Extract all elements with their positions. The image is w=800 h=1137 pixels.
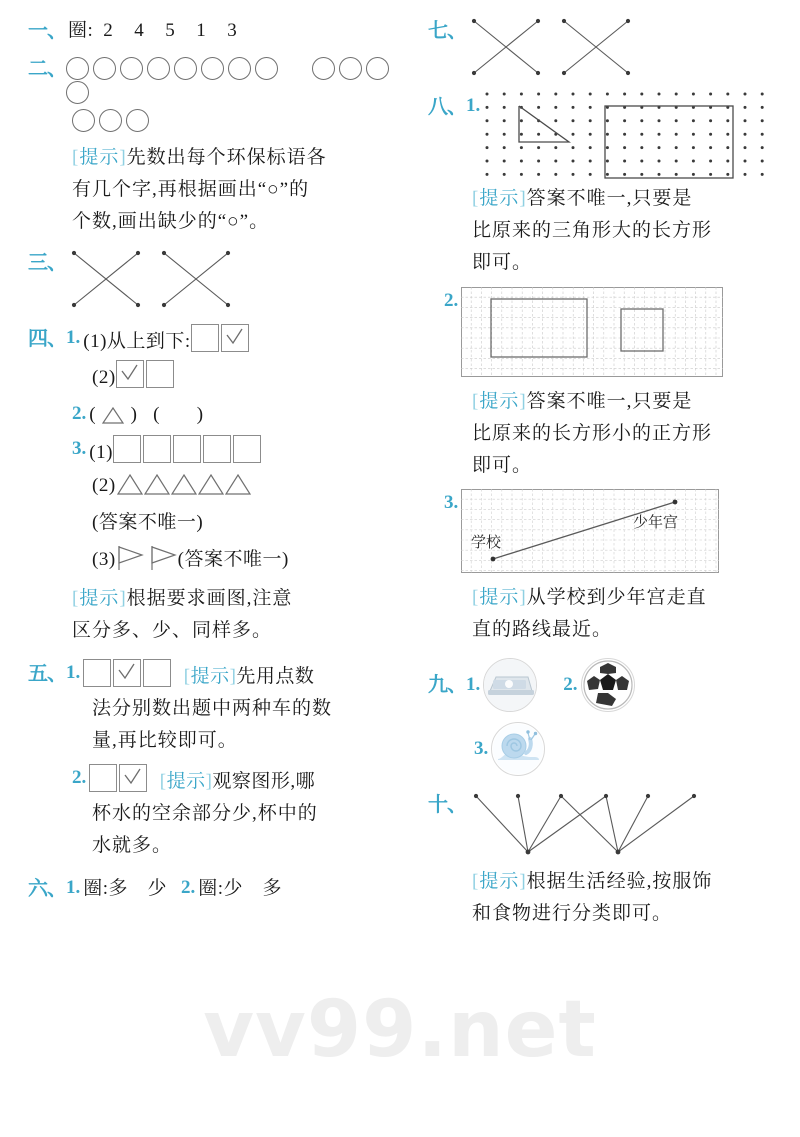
hint-text-line: 即可。 [472, 454, 533, 476]
circle-glyph [66, 81, 89, 104]
hint-bracket-open: [ [472, 871, 480, 893]
section-10-number: 十、 [428, 794, 466, 817]
hint-bracket-close: ] [519, 188, 527, 209]
section-4-item-2 [72, 400, 403, 429]
answer-value: 5 [165, 20, 176, 41]
section-8 [428, 92, 800, 174]
section-10 [428, 790, 800, 858]
hint-text-line: 杯水的空余部分少,杯中的 [92, 803, 318, 825]
section-8-1-hint-line2 [472, 215, 800, 247]
section-6-item-1-text: 圈:多 少 [83, 878, 168, 900]
answer-value: 2 [103, 20, 114, 41]
section-8-number: 八、 [428, 96, 466, 118]
section-4-3-2 [92, 471, 403, 500]
section-9-item-3-number: 3. [474, 738, 489, 759]
section-4-number: 四、 [28, 327, 66, 350]
subitem-label: (2) [92, 367, 116, 389]
dot-grid-figure [483, 92, 779, 174]
hint-bracket-open: [ [472, 188, 480, 209]
section-5-item-2 [72, 764, 403, 796]
answer-box-checked [113, 659, 141, 687]
circle-glyph [66, 57, 89, 80]
circle-glyph [126, 109, 149, 132]
snail-icon [491, 722, 545, 776]
soccer-ball-icon [581, 658, 635, 712]
hint-text-line: 和食物进行分类即可。 [472, 903, 673, 925]
circle-glyph [366, 57, 389, 80]
section-9 [428, 658, 800, 712]
hint-bracket-open: [ [159, 770, 167, 792]
section-8-2-hint [472, 386, 800, 418]
hint-bracket-close: ] [519, 587, 527, 609]
hint-label: 提示 [479, 188, 520, 209]
hint-text-line: 法分别数出题中两种车的数 [92, 698, 333, 720]
section-4-3-2-note [92, 508, 403, 537]
answer-box-checked [116, 360, 144, 388]
section-8-item-2-number: 2. [444, 289, 459, 311]
answer-box-empty [191, 324, 219, 352]
section-2-hint [72, 142, 403, 174]
hint-text-line: 比原来的三角形大的长方形 [472, 219, 713, 241]
section-8-3-hint-line2 [472, 614, 800, 646]
site-watermark: vv99.net [203, 985, 597, 1075]
hint-text-line: 直的路线最近。 [472, 619, 613, 641]
section-5-2-hint-line2 [92, 798, 403, 830]
section-4-hint [72, 583, 403, 615]
hint-text-line: 答案不唯一,只要是 [526, 188, 693, 209]
shape-square [143, 435, 171, 463]
shape-square [233, 435, 261, 463]
flag-row [116, 544, 178, 572]
circle-glyph [72, 109, 95, 132]
route-end-label: 少年宫 [633, 515, 679, 532]
circle-row-2 [72, 109, 403, 133]
section-5-number: 五、 [28, 662, 66, 685]
section-10-match-figure [466, 790, 726, 858]
answer-box-empty [89, 764, 117, 792]
section-5-item-1-number: 1. [66, 661, 81, 683]
section-6 [28, 874, 403, 904]
circle-glyph [93, 57, 116, 80]
section-4-3-1 [89, 435, 263, 467]
hint-text-line: 从学校到少年宫走直 [526, 587, 707, 609]
section-8-2-hint-line2 [472, 418, 800, 450]
answer-box-checked [221, 324, 249, 352]
hint-text-line: 量,再比较即可。 [92, 729, 238, 751]
section-8-3-hint [472, 582, 800, 614]
section-6-item-2-text: 圈:少 多 [198, 878, 283, 900]
section-6-item-1-number: 1. [66, 877, 81, 899]
hint-bracket-open: [ [472, 587, 480, 609]
section-8-item-2 [428, 287, 800, 377]
section-10-hint-line2 [472, 898, 800, 930]
note-text: (答案不唯一) [92, 511, 204, 533]
right-column [428, 0, 800, 930]
hint-bracket-close: ] [119, 147, 127, 168]
subitem-text: 从上到下: [106, 330, 191, 352]
section-5-item-2-number: 2. [72, 766, 87, 788]
answer-box-empty [143, 659, 171, 687]
subitem-label: (3) [92, 549, 116, 571]
section-4-hint-line2 [72, 615, 403, 647]
section-6-number: 六、 [28, 878, 66, 901]
hint-bracket-close: ] [205, 770, 213, 792]
section-1-answers [68, 16, 237, 45]
hint-text-line: 有几个字,再根据画出“○”的 [72, 178, 310, 200]
section-1 [28, 16, 403, 46]
hint-bracket-open: [ [72, 147, 80, 168]
section-5-1-hint-line2 [92, 693, 403, 725]
section-7-number: 七、 [428, 20, 466, 42]
hint-text-line: 水就多。 [92, 835, 173, 857]
section-5 [28, 659, 403, 691]
circle-row-1 [66, 57, 403, 105]
section-4-item-3-number: 3. [72, 438, 87, 460]
grid-rectangle-square-figure [461, 287, 723, 377]
note-text: (答案不唯一) [177, 549, 289, 571]
circle-glyph [174, 57, 197, 80]
shape-square [173, 435, 201, 463]
circle-glyph [312, 57, 335, 80]
answer-box-empty [146, 360, 174, 388]
section-4-1-2 [92, 360, 403, 392]
circle-glyph [120, 57, 143, 80]
section-4-1-1 [83, 324, 250, 356]
section-5-2-hint-line3 [92, 830, 403, 862]
section-9-number: 九、 [428, 674, 466, 697]
section-8-item-3 [428, 489, 800, 573]
hint-text-line: 比原来的长方形小的正方形 [472, 422, 713, 444]
answer-value: 3 [227, 20, 238, 41]
triangle-glyph [102, 406, 124, 424]
section-7-match-figure [466, 16, 646, 78]
section-2-number: 二、 [28, 58, 66, 80]
circle-glyph [201, 57, 224, 80]
hint-text-line: 根据生活经验,按服饰 [526, 871, 713, 893]
hint-bracket-close: ] [229, 665, 237, 687]
subitem-label: (1) [83, 330, 107, 352]
section-3 [28, 248, 403, 310]
section-9-item-3 [474, 722, 800, 776]
section-4-3-3 [92, 544, 403, 574]
hint-label: 提示 [79, 587, 120, 609]
hint-label: 提示 [79, 147, 120, 168]
section-5-item-2-row [89, 764, 315, 796]
section-4-item-3 [72, 435, 403, 467]
section-3-match-figure [66, 248, 246, 310]
hint-text-line: 先用点数 [236, 665, 315, 687]
section-8-1-hint [472, 183, 800, 215]
section-5-1-hint-line3 [92, 725, 403, 757]
hint-bracket-open: [ [72, 587, 80, 609]
circle-glyph [255, 57, 278, 80]
section-9-item-1-number: 1. [466, 674, 481, 695]
section-8-1-hint-line3 [472, 247, 800, 279]
section-4-item-2-number: 2. [72, 402, 87, 424]
hint-label: 提示 [190, 665, 230, 687]
section-1-number: 一、 [28, 20, 66, 42]
section-2 [28, 54, 403, 105]
hint-label: 提示 [479, 587, 520, 609]
circle-glyph [99, 109, 122, 132]
section-8-2-hint-line3 [472, 450, 800, 482]
hint-text-line: 即可。 [472, 251, 533, 273]
hint-bracket-open: [ [183, 665, 191, 687]
answer-box-checked [119, 764, 147, 792]
section-9-item-2-number: 2. [563, 674, 578, 695]
hint-label: 提示 [479, 390, 520, 412]
section-2-hint-line3 [72, 206, 403, 238]
section-4 [28, 324, 403, 356]
section-10-hint [472, 866, 800, 898]
hint-label: 提示 [479, 871, 520, 893]
bed-picture-icon [483, 658, 537, 712]
hint-bracket-close: ] [119, 587, 127, 609]
answer-value: 4 [134, 20, 145, 41]
section-4-item-2-text: ( ) ( ) [89, 403, 204, 425]
grid-route-figure [461, 489, 719, 573]
answer-value: 1 [196, 20, 207, 41]
hint-text-line: 观察图形,哪 [212, 770, 316, 792]
hint-text-line: 区分多、少、同样多。 [72, 619, 273, 641]
section-4-item-1-number: 1. [66, 326, 81, 348]
section-5-item-1-row [83, 659, 314, 691]
section-8-item-3-number: 3. [444, 492, 459, 514]
hint-text-line: 答案不唯一,只要是 [526, 390, 693, 412]
section-7 [428, 16, 800, 78]
section-2-hint-line2 [72, 174, 403, 206]
circle-glyph [228, 57, 251, 80]
section-6-item-2-number: 2. [181, 877, 196, 899]
circle-glyph [339, 57, 362, 80]
circle-glyph [147, 57, 170, 80]
hint-text-line: 个数,画出缺少的“○”。 [72, 210, 270, 232]
answer-box-empty [83, 659, 111, 687]
shape-square [203, 435, 231, 463]
hint-text-line: 先数出每个环保标语各 [126, 147, 327, 168]
left-column [28, 0, 403, 906]
hint-bracket-close: ] [519, 871, 527, 893]
triangle-row [116, 471, 256, 497]
hint-label: 提示 [166, 770, 206, 792]
hint-text-line: 根据要求画图,注意 [126, 587, 293, 609]
hint-bracket-close: ] [519, 390, 527, 412]
section-1-prefix: 圈: [68, 20, 94, 41]
section-3-number: 三、 [28, 251, 66, 274]
subitem-label: (2) [92, 475, 116, 497]
shape-square [113, 435, 141, 463]
hint-bracket-open: [ [472, 390, 480, 412]
route-start-label: 学校 [471, 535, 502, 552]
subitem-label: (1) [89, 442, 113, 464]
section-8-item-1-number: 1. [466, 95, 481, 116]
